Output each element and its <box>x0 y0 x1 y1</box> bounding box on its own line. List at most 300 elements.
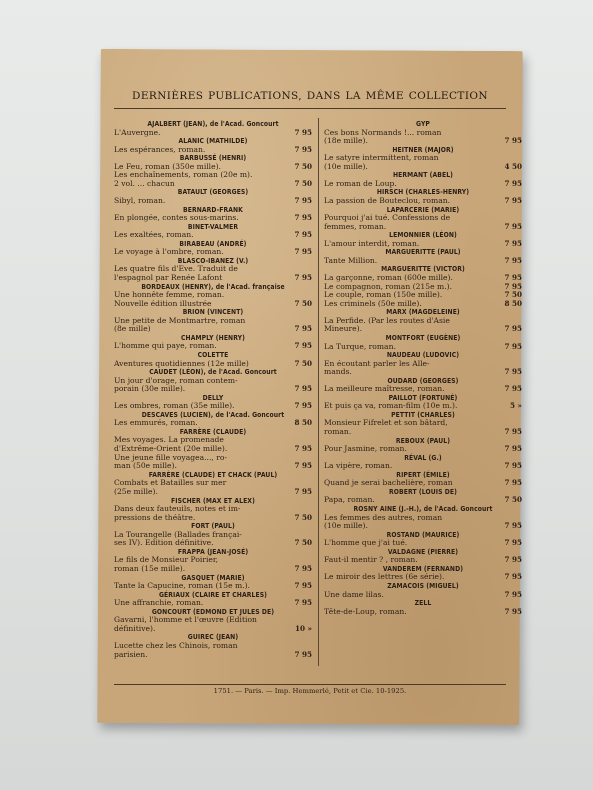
work-line <box>324 154 522 163</box>
author-name: BINET-VALMER <box>187 222 239 231</box>
work-price: 7 50 <box>294 179 312 188</box>
author-name: ROSNY AINE (J.-H.), de l'Acad. Goncourt <box>353 505 493 514</box>
work-price: 10 » <box>295 624 312 633</box>
work-line <box>324 197 522 206</box>
work-line <box>114 462 312 471</box>
work-title: Une affranchie, roman. <box>114 599 204 608</box>
work-title: Le Feu, roman (350e mille). <box>114 162 221 171</box>
work-title: La meilleure maîtresse, roman. <box>324 385 445 394</box>
work-title: roman (15e mille). <box>114 565 186 573</box>
publication-entry <box>324 206 522 232</box>
work-title: Aventures quotidiennes (12e mille) <box>114 359 249 368</box>
work-line <box>114 360 312 369</box>
publication-entry <box>114 154 312 188</box>
work-price: 7 95 <box>294 145 312 154</box>
work-line <box>114 214 312 223</box>
work-price: 7 95 <box>504 325 522 334</box>
work-title: L'homme qui paye, roman. <box>114 342 217 351</box>
work-line <box>114 454 312 463</box>
work-line <box>114 197 312 206</box>
publication-entry <box>114 351 312 368</box>
publication-entry <box>324 248 522 265</box>
work-price: 7 95 <box>294 214 312 223</box>
work-line <box>114 514 312 523</box>
work-price: 7 95 <box>294 599 312 608</box>
work-title: Dans deux fauteuils, notes et im- <box>114 505 241 514</box>
work-title: Le satyre intermittent, roman <box>324 154 439 163</box>
publication-entry <box>114 308 312 334</box>
author-name: RÉVAL (G.) <box>404 453 442 462</box>
work-title: Tante Million. <box>324 256 378 265</box>
author-name: PAILLOT (FORTUNÉ) <box>388 393 458 402</box>
work-title: Papa, roman. <box>324 496 375 505</box>
work-title: pressions de théâtre. <box>114 513 196 522</box>
publication-entry <box>324 308 522 334</box>
publication-entry <box>324 454 522 471</box>
work-title: Tête-de-Loup, roman. <box>324 607 407 616</box>
collection-heading: DERNIÈRES PUBLICATIONS, DANS LA MÊME COLLECTION <box>132 90 488 102</box>
publication-entry <box>114 334 312 351</box>
work-title: ses IV). Édition définitive. <box>114 539 214 548</box>
work-price: 7 95 <box>504 256 522 265</box>
work-line <box>114 325 312 334</box>
work-title: Les femmes des autres, roman <box>324 513 443 522</box>
publication-entry <box>114 257 312 283</box>
work-line <box>114 171 312 180</box>
work-line <box>114 342 312 351</box>
author-name: BLASCO-IBANEZ (V.) <box>177 256 249 265</box>
work-line <box>324 137 522 146</box>
author-name: ROBERT (LOUIS DE) <box>389 487 457 496</box>
work-title: Le couple, roman (150e mille). <box>324 291 443 300</box>
author-name: CAUDET (LÉON), de l'Acad. Goncourt <box>149 368 277 377</box>
work-title: roman. <box>324 428 352 437</box>
work-title: Mes voyages. La promenade <box>114 436 224 445</box>
publication-entry <box>114 206 312 223</box>
author-name: AJALBERT (JEAN), de l'Acad. Goncourt <box>147 120 279 128</box>
work-line <box>324 573 522 582</box>
work-title: Le fils de Monsieur Poirier, <box>114 556 219 565</box>
work-title: man (50e mille). <box>114 462 177 471</box>
work-line <box>114 377 312 386</box>
work-line <box>114 445 312 454</box>
work-line <box>324 514 522 523</box>
publication-entry <box>114 633 312 659</box>
work-line <box>324 300 522 309</box>
publication-entry <box>114 283 312 309</box>
author-name: HERMANT (ABEL) <box>392 171 454 180</box>
author-name: MARX (MAGDELEINE) <box>386 308 460 317</box>
work-line <box>324 291 522 300</box>
work-title: Les enchaînements, roman (20e m). <box>114 171 253 180</box>
work-title: porain (30e mille). <box>114 385 186 394</box>
author-name: ZAMACOIS (MIGUEL) <box>387 582 459 590</box>
publication-entry <box>114 428 312 471</box>
work-title: l'espagnol par Renée Lafont <box>114 273 223 282</box>
work-title: Les exaltées, roman. <box>114 231 194 240</box>
work-price: 8 50 <box>504 299 522 308</box>
work-line <box>324 445 522 454</box>
work-line <box>324 402 522 411</box>
work-title: La vipère, roman. <box>324 462 393 471</box>
author-name: NAUDEAU (LUDOVIC) <box>386 351 460 360</box>
work-title: Combats et Batailles sur mer <box>114 479 227 488</box>
work-line <box>114 180 312 189</box>
author-name: ALANIC (MATHILDE) <box>178 137 248 146</box>
work-price: 7 95 <box>504 222 522 231</box>
work-title: Ces bons Normands !... roman <box>324 128 442 137</box>
work-price: 7 95 <box>294 196 312 205</box>
work-title: Gavarni, l'homme et l'œuvre (Édition <box>114 616 257 625</box>
work-price: 7 95 <box>294 231 312 240</box>
author-name: OUDARD (GEORGES) <box>387 376 459 385</box>
publication-entry <box>324 334 522 351</box>
work-line <box>324 479 522 488</box>
work-line <box>114 599 312 608</box>
publication-entry <box>324 488 522 505</box>
work-price: 7 95 <box>504 607 522 616</box>
work-price: 7 95 <box>504 179 522 188</box>
work-price: 7 95 <box>504 573 522 582</box>
work-title: Les ombres, roman (35e mille). <box>114 402 235 411</box>
author-name: GONCOURT (EDMOND ET JULES DE) <box>151 607 275 616</box>
author-name: MARGUERITTE (VICTOR) <box>381 265 465 274</box>
work-line <box>324 257 522 266</box>
work-price: 7 50 <box>294 359 312 368</box>
work-line <box>114 582 312 591</box>
publication-entry <box>324 188 522 205</box>
work-line <box>114 163 312 172</box>
work-title: Le voyage à l'ombre, roman. <box>114 248 224 257</box>
work-line <box>114 565 312 574</box>
work-price: 7 95 <box>504 590 522 599</box>
work-title: Faut-il mentir ? , roman. <box>324 556 418 565</box>
author-name: FARRÈRE (CLAUDE) <box>179 427 247 436</box>
author-name: MARGUERITTE (PAUL) <box>385 248 461 257</box>
work-line <box>324 343 522 352</box>
work-price: 7 95 <box>294 565 312 573</box>
author-name: CHAMPLY (HENRY) <box>180 333 245 342</box>
work-line <box>114 531 312 540</box>
work-title: Pourquoi j'ai tué. Confessions de <box>324 214 451 223</box>
author-name: VANDEREM (FERNAND) <box>382 564 464 573</box>
work-title: Quand je serai bachelière, roman <box>324 479 453 488</box>
work-line <box>114 385 312 394</box>
publication-entry <box>324 548 522 565</box>
work-price: 7 95 <box>504 239 522 248</box>
work-price: 4 50 <box>504 162 522 171</box>
work-line <box>324 368 522 377</box>
work-line <box>114 146 312 155</box>
publication-entry <box>324 411 522 437</box>
work-price: 7 95 <box>504 539 522 548</box>
work-title: Tante la Capucine, roman (15e m.). <box>114 582 250 591</box>
work-title: (18e mille). <box>324 137 368 146</box>
work-line <box>324 591 522 600</box>
work-title: (10e mille). <box>324 162 368 171</box>
publication-entry <box>114 240 312 257</box>
work-price: 8 50 <box>294 419 312 428</box>
work-line <box>114 436 312 445</box>
author-name: ROSTAND (MAURICE) <box>386 530 460 539</box>
work-price: 7 95 <box>294 462 312 471</box>
work-price: 7 95 <box>294 325 312 334</box>
publication-entry <box>114 471 312 497</box>
work-title: Le roman de Loup. <box>324 179 397 188</box>
work-title: Le compagnon, roman (215e m.). <box>324 282 452 291</box>
bottom-rule <box>114 684 506 685</box>
author-name: BARBUSSÉ (HENRI) <box>179 154 247 163</box>
work-price: 7 50 <box>504 496 522 505</box>
work-title: Les quatre fils d'Ève. Traduit de <box>114 265 238 274</box>
work-line <box>324 428 522 437</box>
work-line <box>324 496 522 505</box>
work-line <box>114 616 312 625</box>
work-line <box>114 556 312 565</box>
work-title: L'amour interdit, roman. <box>324 239 420 248</box>
work-line <box>114 265 312 274</box>
work-price: 7 95 <box>504 282 522 291</box>
work-price: 7 95 <box>504 522 522 531</box>
work-line <box>114 300 312 309</box>
publication-entry <box>324 599 522 616</box>
publication-entry <box>114 120 312 137</box>
work-line <box>114 248 312 257</box>
work-title: 2 vol. ... chacun <box>114 179 175 188</box>
top-rule <box>114 108 506 109</box>
publication-entry <box>114 223 312 240</box>
publication-entry <box>114 368 312 394</box>
work-price: 5 » <box>510 402 522 411</box>
publication-entry <box>324 146 522 172</box>
work-title: L'Auvergne. <box>114 128 161 137</box>
publication-entry <box>114 394 312 411</box>
author-name: BORDEAUX (HENRY), de l'Acad. française <box>141 282 285 291</box>
author-name: HIRSCH (CHARLES-HENRY) <box>376 188 470 197</box>
author-name: FISCHER (MAX ET ALEX) <box>171 496 255 505</box>
publication-entry <box>324 505 522 531</box>
author-name: BIRABEAU (ANDRÉ) <box>179 239 247 248</box>
work-price: 7 95 <box>294 385 312 394</box>
work-title: d'Extrême-Orient (20e mille). <box>114 445 228 454</box>
author-name: BERNARD-FRANK <box>183 205 243 214</box>
publication-entry <box>114 608 312 634</box>
work-title: La garçonne, roman (600e mille). <box>324 273 453 282</box>
work-line <box>324 360 522 369</box>
work-line <box>114 505 312 514</box>
publication-entry <box>114 188 312 205</box>
work-line <box>114 402 312 411</box>
work-price: 7 95 <box>294 582 312 591</box>
work-title: La Turque, roman. <box>324 342 396 351</box>
work-line <box>114 625 312 634</box>
publication-entry <box>324 582 522 599</box>
author-name: ZELL <box>414 599 432 608</box>
publication-entry <box>324 437 522 454</box>
publication-entry <box>324 351 522 377</box>
work-price: 7 95 <box>504 342 522 351</box>
author-name: GÉRIAUX (CLAIRE ET CHARLES) <box>158 590 268 599</box>
publication-entry <box>114 411 312 428</box>
author-name: FORT (PAUL) <box>191 522 235 531</box>
work-price: 7 50 <box>294 162 312 171</box>
work-price: 7 95 <box>294 273 312 282</box>
work-line <box>324 325 522 334</box>
work-title: Sibyl, roman. <box>114 196 166 205</box>
work-price: 7 50 <box>294 299 312 308</box>
work-title: Lucette chez les Chinois, roman <box>114 641 238 650</box>
author-name: PETTIT (CHARLES) <box>391 410 455 419</box>
work-line <box>324 223 522 232</box>
work-price: 7 95 <box>504 385 522 394</box>
work-title: Une dame lilas. <box>324 590 384 599</box>
work-title: La Tourangelle (Ballades françai- <box>114 530 242 539</box>
work-title: L'homme que j'ai tué. <box>324 539 408 548</box>
publication-entry <box>324 565 522 582</box>
work-title: Monsieur Fifrelet et son bâtard, <box>324 419 448 428</box>
work-price: 7 95 <box>504 445 522 454</box>
author-name: DELLY <box>202 393 224 402</box>
publication-entry <box>324 377 522 394</box>
work-price: 7 95 <box>504 273 522 282</box>
publication-entry <box>114 522 312 548</box>
work-line <box>114 488 312 497</box>
work-price: 7 95 <box>294 445 312 454</box>
column-separator <box>318 118 319 666</box>
work-line <box>324 462 522 471</box>
publication-entry <box>324 471 522 488</box>
work-price: 7 95 <box>504 428 522 437</box>
work-line <box>324 214 522 223</box>
author-name: GUIREC (JEAN) <box>187 633 239 642</box>
work-price: 7 95 <box>504 196 522 205</box>
work-title: (8e mille) <box>114 325 151 334</box>
author-name: HEITNER (MAJOR) <box>392 145 454 154</box>
work-title: définitive). <box>114 624 156 633</box>
work-price: 7 95 <box>294 402 312 411</box>
work-line <box>114 419 312 428</box>
publication-entry <box>324 231 522 248</box>
work-price: 7 95 <box>504 368 522 377</box>
work-title: Les criminels (50e mille). <box>324 299 422 308</box>
work-title: Les espérances, roman. <box>114 145 206 154</box>
work-price: 7 95 <box>504 556 522 565</box>
work-price: 7 95 <box>294 128 312 137</box>
publication-entry <box>114 497 312 523</box>
work-line <box>324 129 522 138</box>
work-price: 7 95 <box>294 342 312 351</box>
author-name: LEMONNIER (LÉON) <box>389 231 457 240</box>
author-name: REBOUX (PAUL) <box>395 436 451 445</box>
work-line <box>324 556 522 565</box>
work-title: (10e mille). <box>324 522 368 531</box>
author-name: MONTFORT (EUGÈNE) <box>385 334 461 342</box>
work-title: La Perfide. (Par les routes d'Asie <box>324 316 450 325</box>
author-name: BATAULT (GEORGES) <box>177 188 249 197</box>
work-title: Une petite de Montmartre, roman <box>114 316 246 325</box>
work-title: femmes, roman. <box>324 222 387 231</box>
work-line <box>324 385 522 394</box>
work-price: 7 95 <box>504 137 522 146</box>
work-price: 7 95 <box>504 479 522 488</box>
work-title: (25e mille). <box>114 487 158 496</box>
work-line <box>324 419 522 428</box>
work-line <box>324 317 522 326</box>
author-name: VALDAGNE (PIERRE) <box>387 547 459 556</box>
work-price: 7 95 <box>294 248 312 257</box>
work-title: Pour Jasmine, roman. <box>324 445 407 454</box>
author-name: GASQUET (MARIE) <box>181 573 245 582</box>
author-name: FRAPPA (JEAN-JOSÉ) <box>177 547 249 556</box>
work-line <box>324 522 522 531</box>
author-name: RIPERT (ÉMILE) <box>396 470 450 479</box>
work-line <box>114 651 312 660</box>
printer-imprint: 1751. — Paris. — Imp. Hemmerlé, Petit et Cie. 10-1925. <box>213 687 407 695</box>
work-title: Le miroir des lettres (6e série). <box>324 573 445 582</box>
work-line <box>324 283 522 292</box>
work-title: Nouvelle édition illustrée <box>114 299 212 308</box>
work-title: parisien. <box>114 650 148 659</box>
work-price: 7 50 <box>504 291 522 300</box>
publication-entry <box>324 171 522 188</box>
publication-entry <box>114 137 312 154</box>
work-title: Une honnête femme, roman. <box>114 291 225 300</box>
work-line <box>114 274 312 283</box>
work-line <box>324 163 522 172</box>
work-price: 7 50 <box>294 539 312 548</box>
work-line <box>324 608 522 617</box>
publication-entry <box>324 531 522 548</box>
author-name: FARRÈRE (CLAUDE) ET CHACK (PAUL) <box>148 470 278 479</box>
work-title: En écoutant parler les Alle- <box>324 359 430 368</box>
work-line <box>114 317 312 326</box>
publication-entry <box>324 265 522 308</box>
work-title: Et puis ça va, roman-film (10e m.). <box>324 402 458 411</box>
work-price: 7 95 <box>504 462 522 471</box>
work-line <box>324 274 522 283</box>
left-publication-column <box>114 120 312 659</box>
work-price: 7 95 <box>294 650 312 659</box>
work-title: mands. <box>324 368 352 377</box>
publication-entry <box>114 574 312 591</box>
work-line <box>324 539 522 548</box>
work-line <box>324 240 522 249</box>
publication-entry <box>324 120 522 146</box>
author-name: GYP <box>416 120 430 128</box>
work-line <box>114 539 312 548</box>
work-title: En plongée, contes sous-marins. <box>114 214 239 223</box>
work-price: 7 95 <box>294 487 312 496</box>
work-line <box>324 180 522 189</box>
work-line <box>114 129 312 138</box>
work-line <box>114 291 312 300</box>
work-price: 7 50 <box>294 513 312 522</box>
work-line <box>114 642 312 651</box>
work-line <box>114 231 312 240</box>
work-title: Un jour d'orage, roman contem- <box>114 376 238 385</box>
author-name: COLETTE <box>197 351 229 359</box>
author-name: BRION (VINCENT) <box>182 308 244 317</box>
publication-entry <box>114 548 312 574</box>
publication-entry <box>324 394 522 411</box>
work-title: La passion de Bouteclou, roman. <box>324 196 451 205</box>
author-name: DESCAVES (LUCIEN), de l'Acad. Goncourt <box>141 410 285 419</box>
work-title: Les emmurés, roman. <box>114 419 198 428</box>
right-publication-column <box>324 120 522 616</box>
author-name: LAPARCERIE (MARIE) <box>386 205 460 214</box>
publication-entry <box>114 591 312 608</box>
work-title: Une jeune fille voyagea..., ro- <box>114 453 227 462</box>
